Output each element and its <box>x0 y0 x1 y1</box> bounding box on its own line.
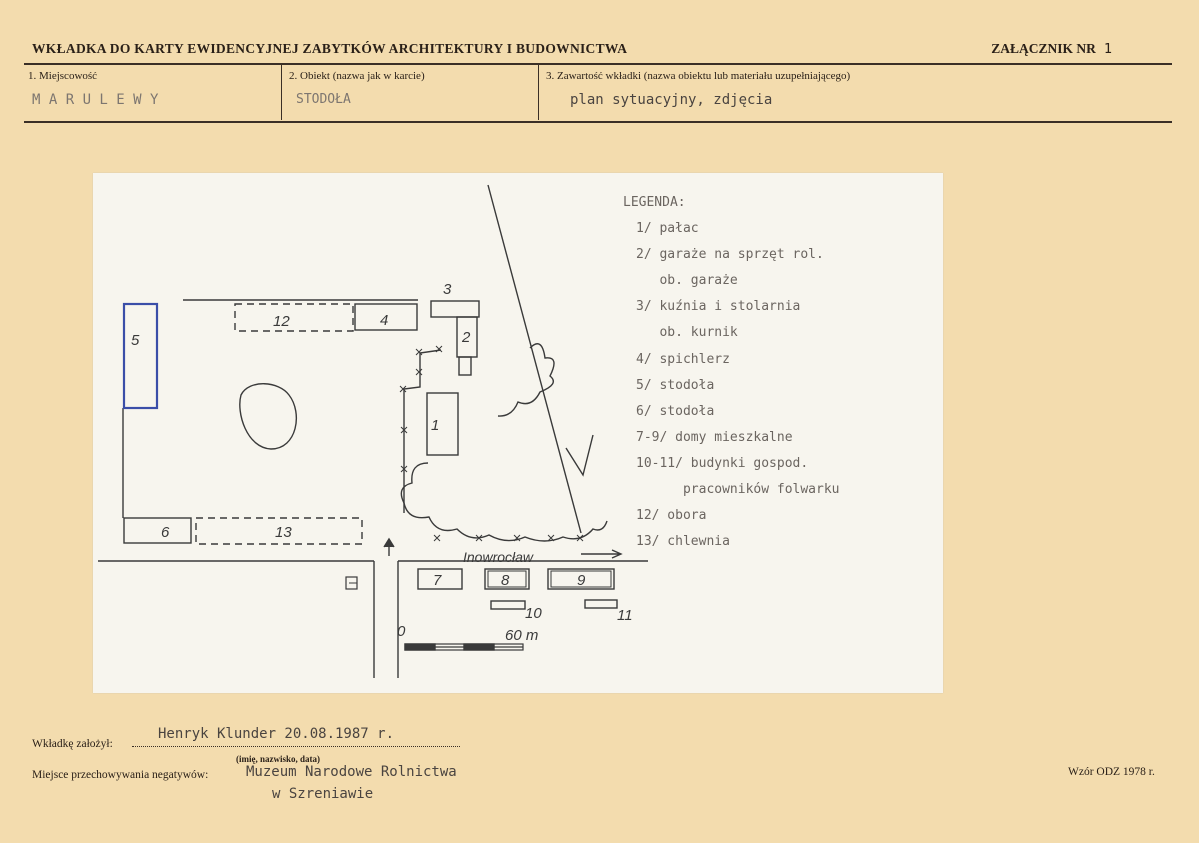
legend-item: 10-11/ budynki gospod. <box>636 455 809 471</box>
author-value: Henryk Klunder 20.08.1987 r. <box>158 726 395 742</box>
legend-item: 12/ obora <box>636 508 707 524</box>
storage-line-1: Muzeum Narodowe Rolnictwa <box>246 764 457 780</box>
legend <box>623 190 840 555</box>
storage-label: Miejsce przechowywania negatywów: <box>32 769 209 781</box>
building-6-label: 6 <box>161 524 170 541</box>
legend-title: LEGENDA: <box>623 195 686 210</box>
object-label: 2. Obiekt (nazwa jak w karcie) <box>289 70 425 82</box>
legend-item: 6/ stodoła <box>636 403 715 419</box>
header-rule <box>24 63 1172 65</box>
trees-upper <box>498 344 554 416</box>
content-label: 3. Zawartość wkładki (nazwa obiektu lub materiału uzupełniającego) <box>546 70 851 82</box>
content-value: plan sytuacyjny, zdjęcia <box>570 92 773 108</box>
site-plan-sheet <box>93 173 943 693</box>
scale-start-label: 0 <box>397 623 406 640</box>
building-11-outline <box>585 600 617 608</box>
attachment-number-value: 1 <box>1103 41 1112 57</box>
trees-lower <box>401 463 607 541</box>
building-13-label: 13 <box>275 524 292 541</box>
form-reference: Wzór ODZ 1978 r. <box>1068 766 1155 778</box>
object-value: STODOŁA <box>296 92 351 107</box>
building-4-label: 4 <box>380 312 389 329</box>
building-1-label: 1 <box>431 417 440 434</box>
building-3-outline <box>431 301 479 317</box>
building-2-label: 2 <box>462 329 471 346</box>
building-11-label: 11 <box>617 607 633 624</box>
legend-item: 7-9/ domy mieszkalne <box>636 429 793 445</box>
locality-value: M A R U L E W Y <box>32 92 159 108</box>
author-hint: (imię, nazwisko, data) <box>236 754 320 764</box>
building-9-label: 9 <box>577 572 586 589</box>
field-divider-1 <box>281 65 282 120</box>
building-5-label: 5 <box>131 332 140 349</box>
field-divider-2 <box>538 65 539 120</box>
field-rule <box>24 121 1172 123</box>
diagonal-arrow <box>566 435 593 475</box>
legend-item: 1/ pałac <box>636 221 699 237</box>
building-7-label: 7 <box>433 572 442 589</box>
pond-outline <box>240 384 297 449</box>
building-10-outline <box>491 601 525 609</box>
attachment-label: ZAŁĄCZNIK NR <box>991 41 1096 56</box>
legend-item: 3/ kuźnia i stolarnia <box>636 299 801 315</box>
legend-item: ob. garaże <box>636 273 738 289</box>
legend-item: 5/ stodoła <box>636 377 715 393</box>
road-direction-arrow <box>581 550 621 558</box>
building-12-label: 12 <box>273 313 290 330</box>
legend-item: pracowników folwarku <box>636 482 840 498</box>
locality-label: 1. Miejscowość <box>28 70 98 82</box>
author-label: Wkładkę założył: <box>32 738 113 750</box>
building-8-label: 8 <box>501 572 510 589</box>
road-label: Inowrocław <box>463 549 534 565</box>
building-2-annex <box>459 357 471 375</box>
legend-item: 2/ garaże na sprzęt rol. <box>636 247 824 263</box>
legend-item: 4/ spichlerz <box>636 351 730 367</box>
scale-end-label: 60 m <box>505 627 539 644</box>
building-10-label: 10 <box>525 605 542 622</box>
card-title: WKŁADKA DO KARTY EWIDENCYJNEJ ZABYTKÓW ARCHITEKTURY I BUDOWNICTWA <box>32 41 628 56</box>
storage-line-2: w Szreniawie <box>272 786 374 802</box>
building-5-outline <box>124 304 157 408</box>
legend-item: ob. kurnik <box>636 325 738 341</box>
legend-item: 13/ chlewnia <box>636 534 730 550</box>
building-3-label: 3 <box>443 281 452 298</box>
attachment-number <box>991 41 1112 57</box>
author-line <box>132 746 460 747</box>
building-6-outline <box>124 518 191 543</box>
road-arrow-up <box>384 539 394 556</box>
diagonal-line <box>488 185 581 533</box>
building-12-outline <box>235 304 353 331</box>
